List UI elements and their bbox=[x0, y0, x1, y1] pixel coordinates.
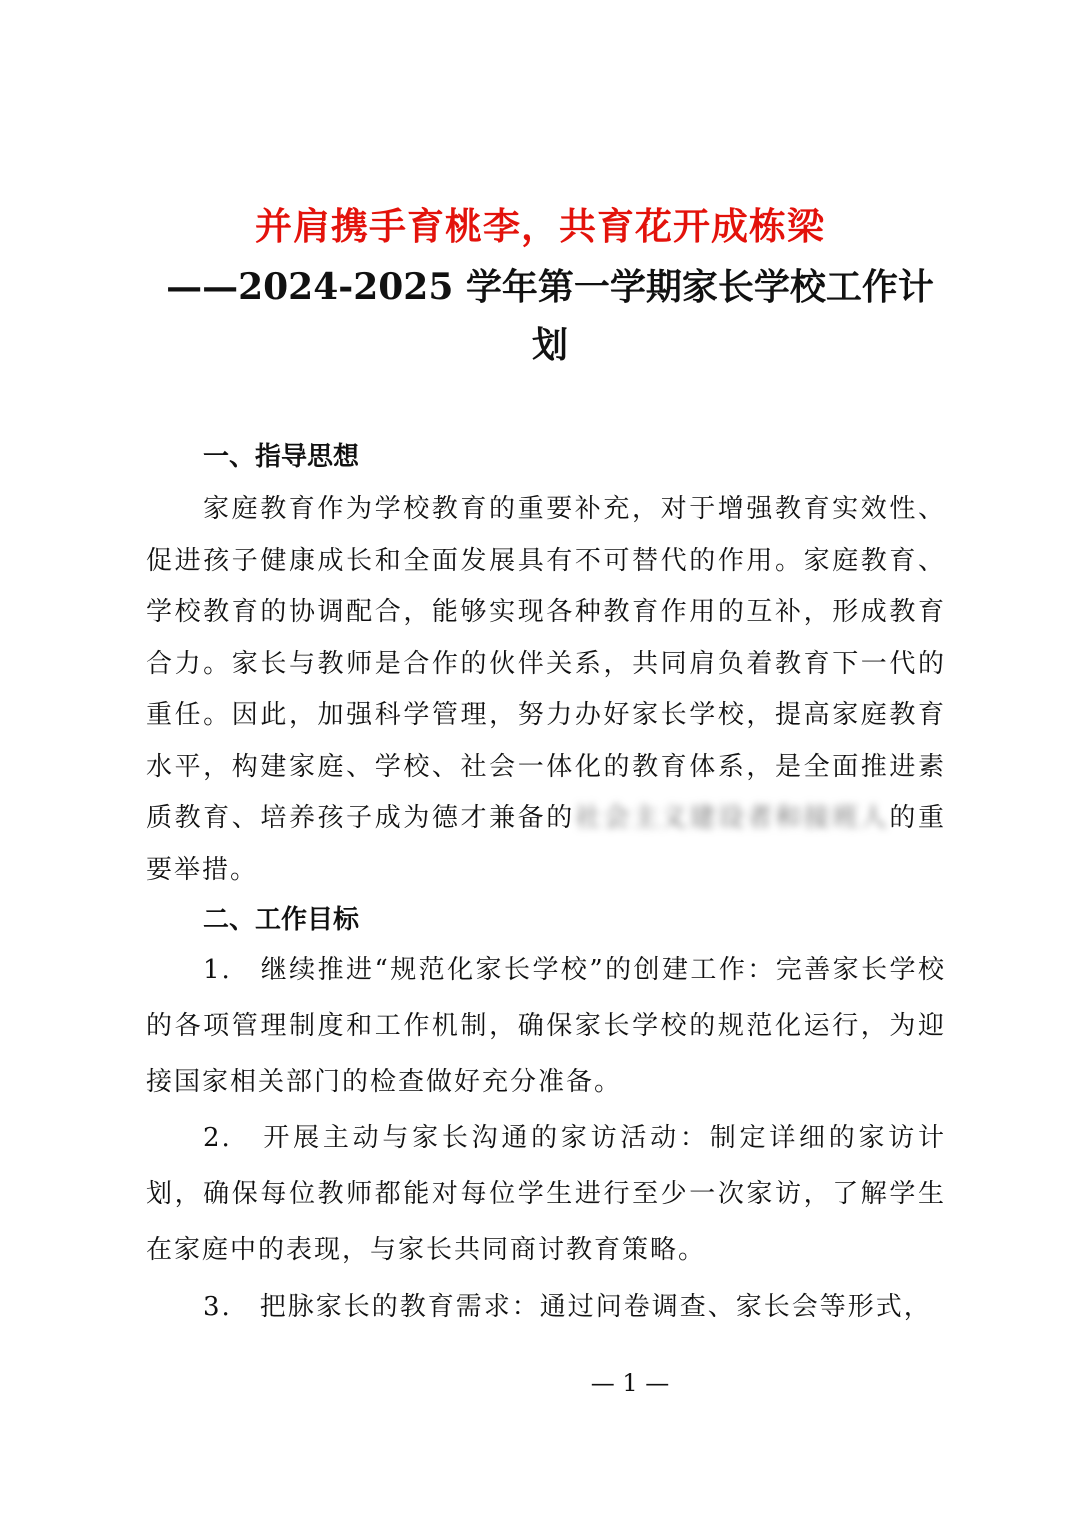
document-title: 并肩携手育桃李，共育花开成栋梁 bbox=[255, 204, 825, 248]
redacted-text: 社会主义建设者和接班人 bbox=[574, 803, 890, 833]
document-subtitle: ——2024-2025 学年第一学期家长学校工作计划 bbox=[166, 266, 934, 366]
page-number: — 1 — bbox=[590, 1369, 670, 1397]
goal-item-2: 2. 开展主动与家长沟通的家访活动：制定详细的家访计划，确保每位教师都能对每位学生进行至少一次家访，了解学生在家庭中的表现，与家长共同商讨教育策略。 bbox=[146, 1123, 946, 1265]
paragraph-text-end: 的重要举措。 bbox=[146, 803, 946, 885]
section-heading-guiding-ideology: 一、指导思想 bbox=[203, 442, 360, 472]
section-heading-work-goals: 二、工作目标 bbox=[203, 905, 360, 935]
paragraph-text: 家庭教育作为学校教育的重要补充，对于增强教育实效性、促进孩子健康成长和全面发展具有不可替代的作用。家庭教育、学校教育的协调配合，能够实现各种教育作用的互补，形成教育合力。家长与教师是合作的伙伴关系，共同肩负着教育下一代的重任。因此，加强科学管理，努力办好家长学校，提高家庭教育水平，构建家庭、学校、社会一体化的教育体系，是全面推进素质教育、培养孩子成为德才兼备的 bbox=[146, 494, 946, 833]
paragraph-guiding-ideology bbox=[146, 484, 946, 896]
goal-item-1: 1. 继续推进“规范化家长学校”的创建工作：完善家长学校的各项管理制度和工作机制，确保家长学校的规范化运行，为迎接国家相关部门的检查做好充分准备。 bbox=[146, 955, 946, 1097]
goal-item-3: 3. 把脉家长的教育需求：通过问卷调查、家长会等形式， bbox=[203, 1292, 932, 1322]
